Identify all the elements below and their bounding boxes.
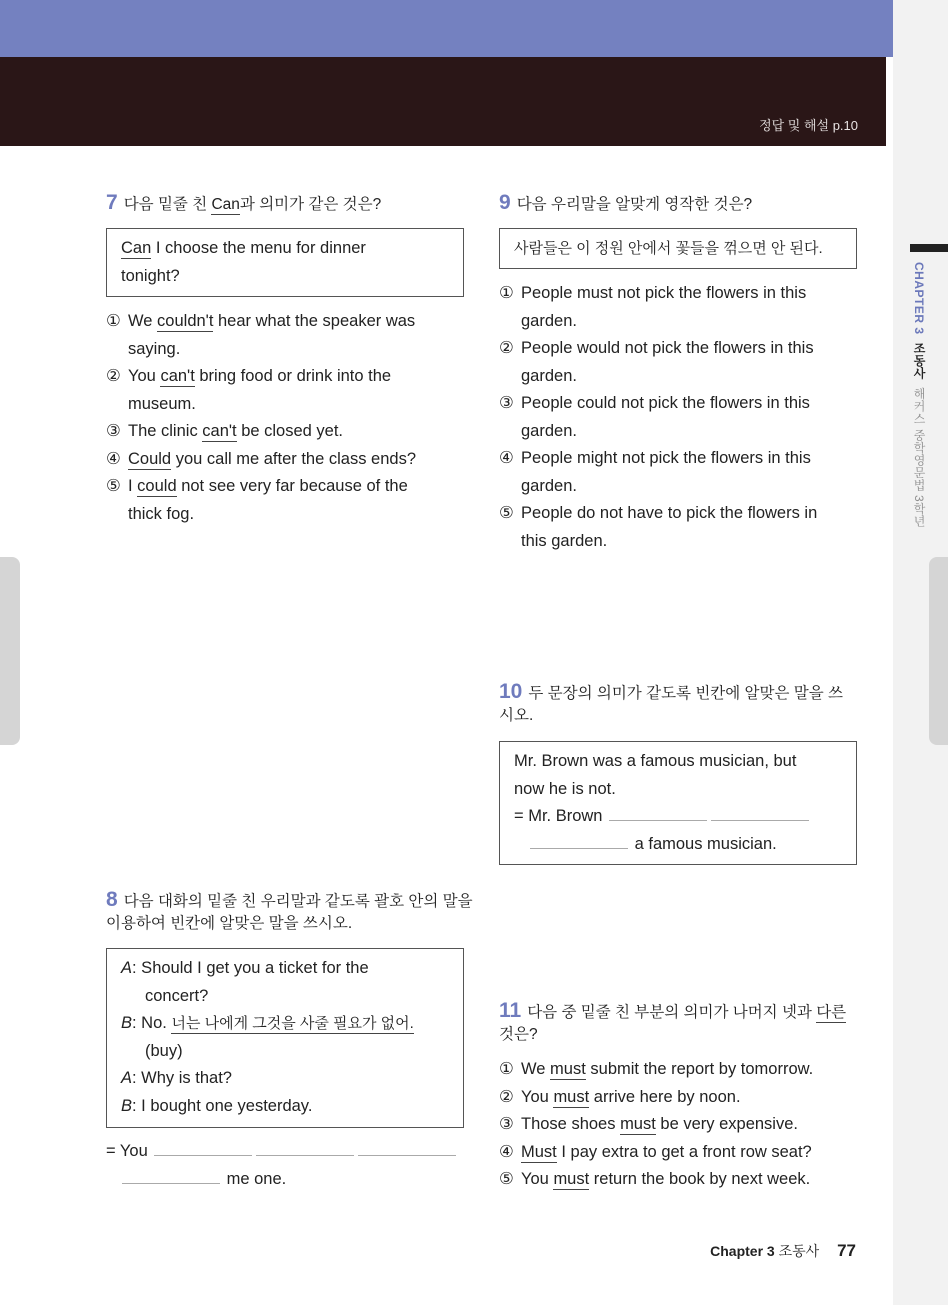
question-9-box: 사람들은 이 정원 안에서 꽃들을 꺾으면 안 된다. (499, 228, 857, 269)
option-3[interactable] (499, 390, 879, 445)
option-mark: ② (106, 367, 121, 385)
question-text: 두 문장의 의미가 같도록 빈칸에 알맞은 말을 쓰 (528, 685, 843, 702)
underlined-word: 다른 (816, 1004, 847, 1021)
question-7-options (106, 308, 476, 528)
option-mark: ⑤ (106, 477, 121, 495)
question-text: 다음 밑줄 친 (123, 196, 212, 213)
question-10-heading (499, 681, 861, 727)
option-mark: ③ (499, 1115, 514, 1133)
option-text: Those shoes must be very expensive. (521, 1115, 798, 1133)
option-4[interactable] (499, 1139, 879, 1167)
option-1[interactable] (499, 280, 879, 335)
page-tab-left (0, 557, 20, 745)
side-chapter: CHAPTER 3 (912, 262, 926, 335)
option-text: People could not pick the flowers in this garden. (521, 394, 810, 440)
underlined-word: couldn't (157, 312, 214, 330)
underlined-word: must (620, 1115, 656, 1133)
question-text: 과 의미가 같은 것은? (239, 196, 382, 213)
box-line: = Mr. Brown (514, 803, 842, 831)
option-text: You can't bring food or drink into the museum. (128, 367, 392, 413)
page-tab-right (929, 557, 948, 745)
side-chapter-label (911, 262, 928, 527)
dialogue-line: B: I bought one yesterday. (121, 1096, 313, 1115)
option-text: The clinic can't be closed yet. (128, 422, 344, 440)
question-9-heading (499, 192, 752, 216)
underlined-word: Must (521, 1142, 557, 1161)
dialogue-hint: (buy) (145, 1041, 183, 1060)
question-7-heading (106, 192, 381, 216)
option-mark: ③ (106, 422, 121, 440)
option-2[interactable] (106, 363, 476, 418)
option-mark: ① (106, 312, 121, 330)
question-number: 10 (499, 680, 523, 703)
option-text: Must I pay extra to get a front row seat? (521, 1142, 812, 1161)
option-text: You must arrive here by noon. (521, 1087, 741, 1106)
header-banner (0, 57, 886, 146)
footer-title: 조동사 (778, 1243, 820, 1259)
answer-blank[interactable] (358, 1140, 456, 1156)
option-5[interactable] (499, 500, 879, 555)
answer-blank[interactable] (154, 1140, 252, 1156)
question-text: 것은? (499, 1026, 538, 1043)
option-mark: ③ (499, 394, 514, 412)
question-number: 11 (499, 999, 522, 1022)
option-mark: ② (499, 1087, 514, 1106)
option-mark: ① (499, 1060, 514, 1078)
dialogue-line: A: Why is that? (121, 1069, 232, 1087)
dialogue-line: concert? (145, 986, 209, 1005)
option-mark: ② (499, 339, 514, 357)
question-8-answer (106, 1138, 476, 1193)
option-5[interactable] (106, 473, 476, 528)
box-text: I choose the menu for dinner (151, 239, 366, 257)
underlined-word: Can (121, 239, 152, 257)
underlined-word: must (550, 1060, 586, 1078)
option-3[interactable] (106, 418, 476, 446)
option-2[interactable] (499, 1084, 879, 1112)
option-text: Could you call me after the class ends? (128, 449, 416, 468)
underlined-word: can't (160, 367, 195, 385)
answer-blank[interactable] (530, 833, 628, 849)
question-number: 7 (106, 191, 118, 214)
question-text: 다음 대화의 밑줄 친 우리말과 같도록 괄호 안의 말을 (123, 893, 473, 910)
dialogue-line: B: No. 너는 나에게 그것을 사줄 필요가 없어. (121, 1014, 414, 1032)
answer-line: = You (106, 1138, 476, 1166)
page-footer (710, 1241, 856, 1261)
option-4[interactable] (499, 445, 879, 500)
question-11-options (499, 1056, 879, 1194)
option-4[interactable] (106, 446, 476, 474)
header-accent-bar (0, 0, 893, 57)
option-text: We couldn't hear what the speaker was saying. (128, 312, 416, 358)
box-line: now he is not. (514, 779, 616, 798)
answer-reference: 정답 및 해설 p.10 (759, 118, 858, 133)
option-text: We must submit the report by tomorrow. (521, 1060, 814, 1078)
question-7-box (106, 228, 464, 297)
box-line: Mr. Brown was a famous musician, but (514, 752, 797, 770)
option-5[interactable] (499, 1166, 879, 1194)
option-text: People do not have to pick the flowers in this garden. (521, 504, 818, 550)
option-mark: ④ (499, 449, 514, 467)
option-mark: ⑤ (499, 1170, 514, 1188)
page-number: 77 (837, 1241, 856, 1260)
option-mark: ④ (499, 1142, 514, 1161)
answer-blank[interactable] (609, 805, 707, 821)
box-line: tonight? (121, 266, 180, 285)
option-text: People must not pick the flowers in this garden. (521, 284, 807, 330)
question-number: 9 (499, 191, 511, 214)
question-11-heading (499, 1000, 861, 1046)
option-1[interactable] (106, 308, 476, 363)
box-line: a famous musician. (514, 831, 842, 859)
underlined-word: could (137, 477, 177, 495)
option-text: People might not pick the flowers in this garden. (521, 449, 811, 495)
answer-blank[interactable] (256, 1140, 354, 1156)
box-line (121, 235, 449, 263)
footer-chapter: Chapter 3 (710, 1243, 775, 1259)
question-text: 다음 중 밑줄 친 부분의 의미가 나머지 넷과 (527, 1004, 817, 1021)
option-text: I could not see very far because of the thick fog. (128, 477, 408, 523)
underlined-word: Can (211, 196, 240, 213)
question-8-dialogue-box (106, 948, 464, 1128)
question-8-heading (106, 889, 476, 935)
question-text: 다음 우리말을 알맞게 영작한 것은? (516, 196, 753, 213)
option-mark: ④ (106, 449, 121, 468)
option-1[interactable] (499, 1056, 879, 1084)
side-book: 해커스 중학영문법 3학년 (912, 387, 926, 528)
option-text: You must return the book by next week. (521, 1170, 811, 1188)
underlined-word: can't (202, 422, 237, 440)
question-number: 8 (106, 888, 118, 911)
side-strip-marker (910, 244, 948, 252)
answer-line: me one. (106, 1166, 476, 1194)
option-text: People would not pick the flowers in this garden. (521, 339, 814, 385)
question-9-options (499, 280, 879, 555)
side-title: 조동사 (912, 342, 926, 380)
underlined-word: Could (128, 449, 172, 468)
question-10-box (499, 741, 857, 865)
dialogue-line: A: Should I get you a ticket for the (121, 959, 369, 977)
underlined-korean: 너는 나에게 그것을 사줄 필요가 없어. (171, 1015, 414, 1032)
option-mark: ① (499, 284, 514, 302)
option-mark: ⑤ (499, 504, 514, 522)
answer-blank[interactable] (122, 1168, 220, 1184)
underlined-word: must (553, 1087, 590, 1106)
question-text: 이용하여 빈칸에 알맞은 말을 쓰시오. (106, 915, 353, 932)
answer-blank[interactable] (711, 805, 809, 821)
underlined-word: must (553, 1170, 590, 1188)
option-2[interactable] (499, 335, 879, 390)
question-text: 시오. (499, 707, 534, 724)
option-3[interactable] (499, 1111, 879, 1139)
